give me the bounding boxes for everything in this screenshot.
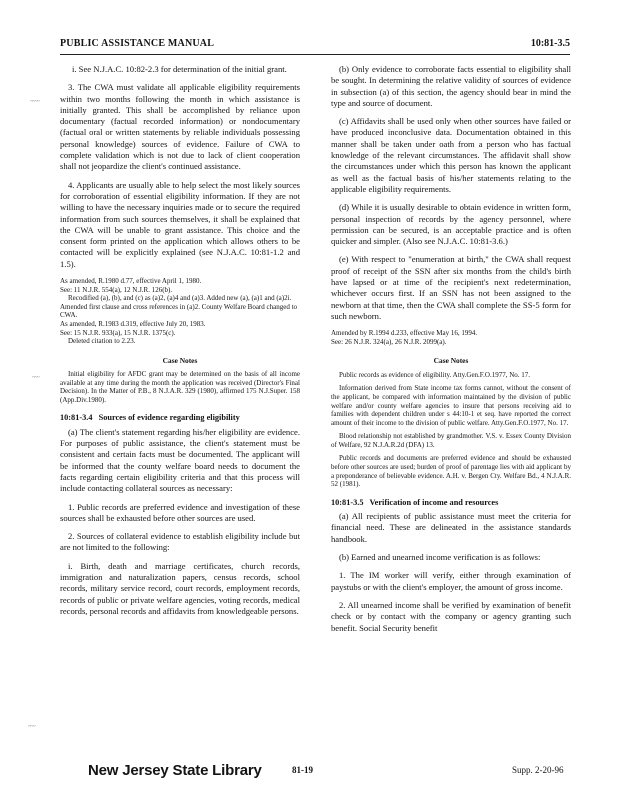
history-line: As amended, R.1983 d.319, effective July 20, 1983. xyxy=(60,320,206,329)
page-number: 81-19 xyxy=(292,765,313,775)
paragraph-a: (a) All recipients of public assistance must meet the criteria for financial need. These are delineated in the assistance standards handbook. xyxy=(331,511,571,544)
paragraph-b: (b) Only evidence to corroborate facts essential to eligibility shall be sought. In determining the relative validity of sources of evidence in subsection (a) of this section, the agency should bear in mind the type and source of document. xyxy=(331,64,571,108)
paragraph-3: 3. The CWA must validate all applicable eligibility requirements within two months following the month in which assistance is initially granted. This shall be accomplished by reliance upon documentary (factual recorded information) or nondocumentary (factual oral or written statements by reliable individuals possessing personal knowledge) sources of evidence. Failure of CWA to complete validation which is not due to lack of client cooperation shall not jeopardize the client's continued assistance. xyxy=(60,82,300,172)
section-number: 10:81-3.4 xyxy=(60,413,93,423)
scan-mark: ~~~ xyxy=(28,724,35,730)
case-note: Public records as evidence of eligibility. Atty.Gen.F.O.1977, No. 17. xyxy=(339,370,530,379)
case-notes-heading: Case Notes xyxy=(433,356,469,366)
case-note: Blood relationship not established by grandmother. V.S. v. Essex County Division of Welfare, 92 N.J.A.R.2d (DFA) 13. xyxy=(331,432,571,449)
paragraph-a2: 2. Sources of collateral evidence to establish eligibility include but are not limited to the following: xyxy=(60,531,300,553)
paragraph-a1: 1. Public records are preferred evidence and investigation of these sources shall be exhausted before other sources are used. xyxy=(60,501,300,523)
history-line: Recodified (a), (b), and (c) as (a)2, (a)4 and (a)3. Added new (a), (a)1 and (a)2i. xyxy=(68,294,292,303)
history-line: See: 11 N.J.R. 554(a), 12 N.J.R. 126(b). xyxy=(60,285,173,294)
section-heading xyxy=(331,497,571,508)
supplement-date: Supp. 2-20-96 xyxy=(512,765,564,775)
case-notes-heading: Case Notes xyxy=(162,355,198,365)
paragraph-c: (c) Affidavits shall be used only when other sources have failed or have produced inconclusive data. Documentation obtained in this manner shall be taken under oath from a person who has factual knowledge of the relevant circumstances. The affidavit shall show the circumstances under which this person has known the applicant as well as the factual basis of his/her statements relating to the applicable eligibility requirements. xyxy=(331,116,571,194)
section-number: 10:81-3.5 xyxy=(331,497,364,507)
case-note: Public records and documents are preferred evidence and should be exhausted before other sources are used; burden of proof of parentage lies with aid applicant by a preponderance of believable evidence. A.H. v. Bergen Cty. Welfare Bd., 4 N.J.A.R. 52 (1981). xyxy=(331,454,571,489)
library-stamp: New Jersey State Library xyxy=(88,762,262,779)
paragraph-a2i: i. Birth, death and marriage certificates, church records, immigration and naturalization papers, census records, school records, military service record, court records, employment records, records of public or private welfare agencies, voting records, medical records, personal records and affidavits from knowledgeable persons. xyxy=(60,560,300,616)
history-line: Deleted citation to 2.23. xyxy=(68,337,136,346)
running-header xyxy=(60,38,570,54)
paragraph-b2-1: 1. The IM worker will verify, either through examination of paystubs or with the client's employer, the amount of gross income. xyxy=(331,570,571,592)
paragraph-d: (d) While it is usually desirable to obtain evidence in written form, personal inspection of records by the agency personnel, where permission can be secured, is an acceptable practice and is often quicker and simpler. (Also see N.J.A.C. 10:81-3.6.) xyxy=(331,202,571,247)
history-line: See: 26 N.J.R. 324(a), 26 N.J.R. 2099(a). xyxy=(331,337,447,346)
amendment-history xyxy=(60,277,300,346)
case-note: Initial eligibility for AFDC grant may be determined on the basis of all income available at any time during the month the application was received (Director's Final Decision). In the Matter of P.B., 8 N.J.A.R. 329 (1980), affirmed 175 N.J.Super. 158 (App.Div.1980). xyxy=(60,370,300,404)
paragraph-i: i. See N.J.A.C. 10:82-2.3 for determination of the initial grant. xyxy=(72,64,287,74)
header-rule xyxy=(60,54,570,55)
paragraph-a: (a) The client's statement regarding his/her eligibility are evidence. For purposes of public assistance, the client's statement must be consistent and certain facts must be documented. The applicant will be informed that the county welfare board needs to document the facts regarding certain eligibility criteria and that this process will include contacting collateral sources as necessary: xyxy=(60,426,300,494)
scan-mark: ~~~~ xyxy=(30,99,39,105)
right-column xyxy=(331,64,571,641)
section-heading xyxy=(60,412,300,423)
history-line: Amended by R.1994 d.233, effective May 16, 1994. xyxy=(331,329,478,338)
history-line: Amended first clause and cross references in (a)2. County Welfare Board changed to CWA. xyxy=(60,302,298,320)
paragraph-b2: (b) Earned and unearned income verification is as follows: xyxy=(339,552,541,563)
paragraph-4: 4. Applicants are usually able to help select the most likely sources for corroboration of essential eligibility information. If they are not willing to have the necessary inquiries made or to secure the required information from such sources themselves, it shall be explained that the CWA will be unable to grant assistance. This choice and the consent form printed on the application which allows others to be contacted will be explicitly explained (see N.J.A.C. 10:81-1.2 and 1.5). xyxy=(60,179,300,269)
paragraph-e: (e) With respect to "enumeration at birth," the CWA shall request proof of receipt of the SSN after six months from the child's birth have lapsed or at time of the recipient's next redetermination, whichever occurs first. If an SSN has not been assigned to the newborn at that time, then the CWA shall complete the SS-5 form for such newborn. xyxy=(331,254,571,321)
section-title: Sources of evidence regarding eligibility xyxy=(98,413,240,423)
history-line: See: 15 N.J.R. 933(a), 15 N.J.R. 1375(c). xyxy=(60,328,176,337)
paragraph-b2-2: 2. All unearned income shall be verified by examination of benefit check or by contact with the company or agency granting such benefit. Social Security benefit xyxy=(331,599,571,633)
case-note: Information derived from State income tax forms cannot, without the consent of the applicant, be compared with information maintained by the division of public welfare and/or county welfare agencies to insure that persons receiving aid to families with dependent children under s 44:10-1 et seq. have reported the correct amount of their income to the division of public welfare. Atty.Gen.F.O.1977, No. 17. xyxy=(331,384,571,427)
history-line: As amended, R.1980 d.77, effective April 1, 1980. xyxy=(60,277,202,286)
manual-title: PUBLIC ASSISTANCE MANUAL xyxy=(60,38,215,49)
scan-mark: ~~~ xyxy=(32,375,39,381)
section-range: 10:81-3.5 xyxy=(530,38,570,49)
left-column xyxy=(60,64,300,624)
section-title: Verification of income and resources xyxy=(369,497,499,507)
amendment-history xyxy=(331,329,571,346)
